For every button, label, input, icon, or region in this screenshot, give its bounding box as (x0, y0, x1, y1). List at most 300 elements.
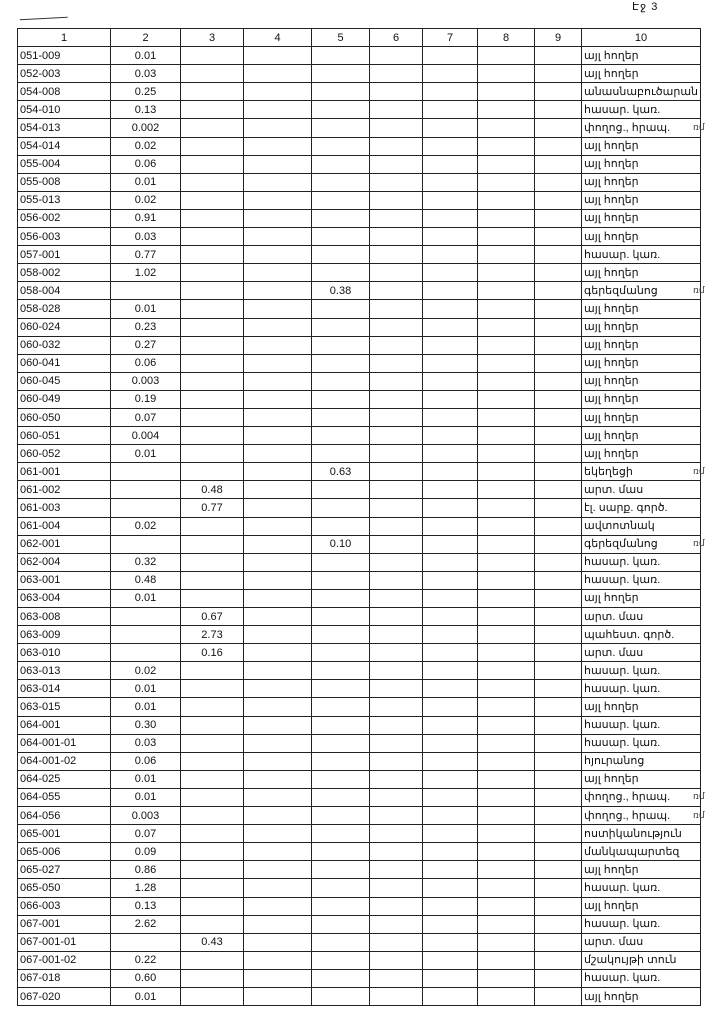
col-3-value-cell (181, 825, 244, 843)
col-9-value-cell (535, 318, 582, 336)
col-8-value-cell (478, 933, 535, 951)
col-4-value-cell (244, 173, 312, 191)
col-3-value-cell (181, 282, 244, 300)
col-2-value-cell: 0.22 (111, 951, 181, 969)
col-7-value-cell (423, 119, 478, 137)
land-use-note-cell: այլ հողեր (582, 408, 701, 426)
col-2-value-cell: 0.86 (111, 861, 181, 879)
col-5-value-cell: 0.10 (312, 535, 370, 553)
col-2-value-cell: 0.003 (111, 807, 181, 825)
col-3-value-cell (181, 173, 244, 191)
table-row (18, 788, 701, 806)
table-row (18, 807, 701, 825)
cadastral-code-cell: 060-051 (18, 427, 111, 445)
col-2-value-cell: 0.01 (111, 47, 181, 65)
land-use-note-cell: այլ հողեր (582, 209, 701, 227)
col-3-value-cell (181, 83, 244, 101)
col-9-value-cell (535, 861, 582, 879)
cadastral-code-cell: 060-050 (18, 408, 111, 426)
col-7-value-cell (423, 499, 478, 517)
land-use-note-cell: այլ հողեր (582, 336, 701, 354)
col-7-value-cell (423, 680, 478, 698)
col-9-value-cell (535, 65, 582, 83)
col-2-value-cell: 0.06 (111, 155, 181, 173)
col-5-value-cell (312, 825, 370, 843)
land-use-note-cell: այլ հողեր (582, 137, 701, 155)
col-7-value-cell (423, 463, 478, 481)
col-4-value-cell (244, 969, 312, 987)
col-2-value-cell (111, 499, 181, 517)
col-5-value-cell (312, 354, 370, 372)
col-4-value-cell (244, 770, 312, 788)
col-8-value-cell (478, 408, 535, 426)
col-7-value-cell (423, 354, 478, 372)
col-8-value-cell (478, 969, 535, 987)
col-9-value-cell (535, 408, 582, 426)
col-2-value-cell: 0.07 (111, 825, 181, 843)
col-5-value-cell (312, 716, 370, 734)
col-9-value-cell (535, 47, 582, 65)
col-6-value-cell (370, 933, 423, 951)
col-3-value-cell (181, 680, 244, 698)
land-use-note-cell: հասար. կառ. (582, 969, 701, 987)
margin-annotation: ռմ (693, 284, 705, 295)
margin-annotation: ռմ (693, 538, 705, 549)
col-7-value-cell (423, 83, 478, 101)
col-6-value-cell (370, 137, 423, 155)
col-6-value-cell (370, 553, 423, 571)
land-register-table (17, 28, 701, 1006)
col-5-value-cell (312, 969, 370, 987)
col-8-value-cell (478, 390, 535, 408)
col-2-value-cell (111, 481, 181, 499)
col-5-value-cell (312, 644, 370, 662)
col-4-value-cell (244, 83, 312, 101)
col-3-value-cell (181, 300, 244, 318)
col-4-value-cell (244, 680, 312, 698)
col-3-value-cell (181, 65, 244, 83)
col-6-value-cell (370, 517, 423, 535)
cadastral-code-cell: 063-014 (18, 680, 111, 698)
col-7-value-cell (423, 933, 478, 951)
col-6-value-cell (370, 644, 423, 662)
col-9-value-cell (535, 969, 582, 987)
col-8-value-cell (478, 879, 535, 897)
col-6-value-cell (370, 427, 423, 445)
cadastral-code-cell: 058-004 (18, 282, 111, 300)
col-6-value-cell (370, 408, 423, 426)
col-3-value-cell (181, 318, 244, 336)
col-4-value-cell (244, 372, 312, 390)
col-9-value-cell (535, 825, 582, 843)
col-2-value-cell (111, 933, 181, 951)
col-8-value-cell (478, 589, 535, 607)
col-2-value-cell: 0.06 (111, 354, 181, 372)
col-8-value-cell (478, 354, 535, 372)
col-7-value-cell (423, 608, 478, 626)
land-use-note-cell: հյուրանոց (582, 752, 701, 770)
table-row (18, 318, 701, 336)
land-use-note-cell: հասար. կառ. (582, 246, 701, 264)
col-8-value-cell (478, 228, 535, 246)
cadastral-code-cell: 054-014 (18, 137, 111, 155)
land-use-note-cell: հասար. կառ. (582, 101, 701, 119)
col-2-value-cell: 0.32 (111, 553, 181, 571)
col-6-value-cell (370, 47, 423, 65)
col-6-value-cell (370, 83, 423, 101)
col-2-value-cell: 2.62 (111, 915, 181, 933)
col-9-value-cell (535, 228, 582, 246)
table-row (18, 228, 701, 246)
col-4-value-cell (244, 65, 312, 83)
col-4-value-cell (244, 807, 312, 825)
col-7-value-cell (423, 752, 478, 770)
table-row (18, 626, 701, 644)
col-8-value-cell (478, 173, 535, 191)
col-3-value-cell (181, 408, 244, 426)
col-9-value-cell (535, 336, 582, 354)
cadastral-code-cell: 060-045 (18, 372, 111, 390)
col-5-value-cell (312, 101, 370, 119)
cadastral-code-cell: 060-032 (18, 336, 111, 354)
land-use-note-cell: այլ հողեր (582, 698, 701, 716)
col-4-value-cell (244, 191, 312, 209)
table-row (18, 427, 701, 445)
col-2-value-cell: 0.004 (111, 427, 181, 445)
col-5-value-cell (312, 861, 370, 879)
col-4-value-cell (244, 915, 312, 933)
col-7-value-cell (423, 897, 478, 915)
col-2-value-cell: 0.01 (111, 300, 181, 318)
col-2-value-cell: 0.03 (111, 734, 181, 752)
col-2-value-cell (111, 626, 181, 644)
col-8-value-cell (478, 807, 535, 825)
table-row (18, 915, 701, 933)
table-row (18, 879, 701, 897)
cadastral-code-cell: 058-002 (18, 264, 111, 282)
col-6-value-cell (370, 969, 423, 987)
col-7-value-cell (423, 427, 478, 445)
table-row (18, 843, 701, 861)
col-3-value-cell (181, 463, 244, 481)
col-6-value-cell (370, 191, 423, 209)
col-8-value-cell (478, 372, 535, 390)
col-4-value-cell (244, 101, 312, 119)
col-9-value-cell (535, 987, 582, 1005)
col-7-value-cell (423, 589, 478, 607)
column-header: 3 (181, 29, 244, 47)
col-7-value-cell (423, 300, 478, 318)
col-3-value-cell (181, 788, 244, 806)
cadastral-code-cell: 067-020 (18, 987, 111, 1005)
col-5-value-cell (312, 843, 370, 861)
cadastral-code-cell: 063-009 (18, 626, 111, 644)
col-3-value-cell (181, 517, 244, 535)
col-2-value-cell: 0.13 (111, 897, 181, 915)
col-8-value-cell (478, 264, 535, 282)
col-2-value-cell: 0.13 (111, 101, 181, 119)
col-3-value-cell: 0.77 (181, 499, 244, 517)
cadastral-code-cell: 067-001 (18, 915, 111, 933)
col-4-value-cell (244, 427, 312, 445)
table-row (18, 191, 701, 209)
col-2-value-cell: 0.01 (111, 770, 181, 788)
col-2-value-cell: 0.07 (111, 408, 181, 426)
land-use-note-cell: այլ հողեր (582, 770, 701, 788)
land-use-note-cell: փողոց., հրապ. (582, 119, 701, 137)
col-6-value-cell (370, 698, 423, 716)
col-2-value-cell: 0.77 (111, 246, 181, 264)
col-5-value-cell (312, 481, 370, 499)
col-6-value-cell (370, 481, 423, 499)
col-5-value-cell (312, 752, 370, 770)
table-row (18, 698, 701, 716)
cadastral-code-cell: 061-002 (18, 481, 111, 499)
table-row (18, 119, 701, 137)
cadastral-code-cell: 064-056 (18, 807, 111, 825)
col-9-value-cell (535, 879, 582, 897)
col-8-value-cell (478, 155, 535, 173)
col-9-value-cell (535, 752, 582, 770)
col-4-value-cell (244, 119, 312, 137)
land-use-note-cell: արտ. մաս (582, 933, 701, 951)
col-6-value-cell (370, 445, 423, 463)
table-row (18, 499, 701, 517)
col-7-value-cell (423, 951, 478, 969)
col-3-value-cell (181, 47, 244, 65)
col-9-value-cell (535, 933, 582, 951)
col-9-value-cell (535, 915, 582, 933)
col-3-value-cell (181, 716, 244, 734)
column-header: 4 (244, 29, 312, 47)
col-8-value-cell (478, 680, 535, 698)
col-6-value-cell (370, 843, 423, 861)
col-8-value-cell (478, 752, 535, 770)
col-3-value-cell: 0.43 (181, 933, 244, 951)
col-4-value-cell (244, 445, 312, 463)
col-5-value-cell (312, 318, 370, 336)
col-4-value-cell (244, 300, 312, 318)
col-6-value-cell (370, 264, 423, 282)
col-3-value-cell (181, 228, 244, 246)
cadastral-code-cell: 060-052 (18, 445, 111, 463)
col-9-value-cell (535, 589, 582, 607)
cadastral-code-cell: 063-015 (18, 698, 111, 716)
col-7-value-cell (423, 969, 478, 987)
col-9-value-cell (535, 571, 582, 589)
col-7-value-cell (423, 662, 478, 680)
col-3-value-cell: 0.67 (181, 608, 244, 626)
col-4-value-cell (244, 390, 312, 408)
col-7-value-cell (423, 264, 478, 282)
col-6-value-cell (370, 716, 423, 734)
col-3-value-cell (181, 445, 244, 463)
col-9-value-cell (535, 626, 582, 644)
cadastral-code-cell: 051-009 (18, 47, 111, 65)
col-4-value-cell (244, 752, 312, 770)
land-use-note-cell: այլ հողեր (582, 47, 701, 65)
column-header: 9 (535, 29, 582, 47)
col-9-value-cell (535, 807, 582, 825)
table-row (18, 463, 701, 481)
col-2-value-cell: 0.02 (111, 517, 181, 535)
col-4-value-cell (244, 318, 312, 336)
column-header: 7 (423, 29, 478, 47)
col-6-value-cell (370, 209, 423, 227)
col-6-value-cell (370, 571, 423, 589)
land-use-note-cell: այլ հողեր (582, 191, 701, 209)
land-use-note-cell: այլ հողեր (582, 897, 701, 915)
col-4-value-cell (244, 951, 312, 969)
col-2-value-cell: 0.03 (111, 228, 181, 246)
col-9-value-cell (535, 843, 582, 861)
col-6-value-cell (370, 879, 423, 897)
col-9-value-cell (535, 191, 582, 209)
page-number: Էջ 3 (632, 1, 659, 13)
col-4-value-cell (244, 716, 312, 734)
land-use-note-cell: փողոց., հրապ. (582, 807, 701, 825)
table-row (18, 101, 701, 119)
cadastral-code-cell: 064-001 (18, 716, 111, 734)
col-4-value-cell (244, 535, 312, 553)
col-2-value-cell: 0.01 (111, 788, 181, 806)
land-use-note-cell: այլ հողեր (582, 228, 701, 246)
col-7-value-cell (423, 788, 478, 806)
table-body (18, 47, 701, 1006)
table-row (18, 716, 701, 734)
col-4-value-cell (244, 644, 312, 662)
col-3-value-cell (181, 589, 244, 607)
col-3-value-cell (181, 155, 244, 173)
land-use-note-cell: հասար. կառ. (582, 680, 701, 698)
col-5-value-cell (312, 915, 370, 933)
col-5-value-cell (312, 517, 370, 535)
col-3-value-cell (181, 571, 244, 589)
col-9-value-cell (535, 897, 582, 915)
land-use-note-cell: այլ հողեր (582, 264, 701, 282)
table-row (18, 734, 701, 752)
cadastral-code-cell: 065-027 (18, 861, 111, 879)
land-use-note-cell: հասար. կառ. (582, 571, 701, 589)
col-6-value-cell (370, 752, 423, 770)
col-4-value-cell (244, 626, 312, 644)
land-use-note-cell: այլ հողեր (582, 390, 701, 408)
cadastral-code-cell: 063-008 (18, 608, 111, 626)
cadastral-code-cell: 063-010 (18, 644, 111, 662)
col-2-value-cell: 0.02 (111, 662, 181, 680)
land-use-note-cell: հասար. կառ. (582, 716, 701, 734)
land-use-note-cell: հասար. կառ. (582, 879, 701, 897)
cadastral-code-cell: 063-001 (18, 571, 111, 589)
land-use-note-cell: այլ հողեր (582, 300, 701, 318)
header-row (18, 29, 701, 47)
col-4-value-cell (244, 336, 312, 354)
col-4-value-cell (244, 879, 312, 897)
col-7-value-cell (423, 209, 478, 227)
col-3-value-cell (181, 137, 244, 155)
col-3-value-cell (181, 752, 244, 770)
cadastral-code-cell: 058-028 (18, 300, 111, 318)
col-8-value-cell (478, 137, 535, 155)
col-5-value-cell (312, 372, 370, 390)
col-9-value-cell (535, 354, 582, 372)
cadastral-code-cell: 055-013 (18, 191, 111, 209)
col-8-value-cell (478, 300, 535, 318)
col-3-value-cell (181, 372, 244, 390)
col-2-value-cell: 0.25 (111, 83, 181, 101)
table-row (18, 408, 701, 426)
col-9-value-cell (535, 716, 582, 734)
col-8-value-cell (478, 336, 535, 354)
col-2-value-cell: 0.27 (111, 336, 181, 354)
column-header: 8 (478, 29, 535, 47)
col-7-value-cell (423, 553, 478, 571)
col-3-value-cell (181, 535, 244, 553)
col-4-value-cell (244, 897, 312, 915)
col-5-value-cell (312, 571, 370, 589)
cadastral-code-cell: 055-004 (18, 155, 111, 173)
table-row (18, 137, 701, 155)
col-6-value-cell (370, 318, 423, 336)
land-use-note-cell: այլ հողեր (582, 861, 701, 879)
col-5-value-cell (312, 626, 370, 644)
col-4-value-cell (244, 354, 312, 372)
table-row (18, 445, 701, 463)
table-row (18, 83, 701, 101)
column-header: 6 (370, 29, 423, 47)
col-9-value-cell (535, 535, 582, 553)
col-4-value-cell (244, 282, 312, 300)
col-7-value-cell (423, 825, 478, 843)
col-4-value-cell (244, 662, 312, 680)
col-7-value-cell (423, 246, 478, 264)
col-5-value-cell (312, 608, 370, 626)
col-8-value-cell (478, 897, 535, 915)
col-5-value-cell (312, 83, 370, 101)
col-6-value-cell (370, 228, 423, 246)
col-8-value-cell (478, 788, 535, 806)
col-5-value-cell (312, 879, 370, 897)
land-use-note-cell: այլ հողեր (582, 155, 701, 173)
col-3-value-cell (181, 209, 244, 227)
col-2-value-cell: 0.30 (111, 716, 181, 734)
col-9-value-cell (535, 427, 582, 445)
col-5-value-cell (312, 788, 370, 806)
col-7-value-cell (423, 517, 478, 535)
land-use-note-cell: հասար. կառ. (582, 734, 701, 752)
col-9-value-cell (535, 553, 582, 571)
col-3-value-cell (181, 354, 244, 372)
col-3-value-cell (181, 770, 244, 788)
col-9-value-cell (535, 445, 582, 463)
land-use-note-cell: այլ հողեր (582, 372, 701, 390)
cadastral-code-cell: 055-008 (18, 173, 111, 191)
col-9-value-cell (535, 680, 582, 698)
col-9-value-cell (535, 119, 582, 137)
cadastral-code-cell: 067-001-02 (18, 951, 111, 969)
col-5-value-cell (312, 119, 370, 137)
land-use-note-cell: հասար. կառ. (582, 662, 701, 680)
col-3-value-cell (181, 951, 244, 969)
col-8-value-cell (478, 427, 535, 445)
col-6-value-cell (370, 987, 423, 1005)
col-9-value-cell (535, 372, 582, 390)
col-5-value-cell (312, 264, 370, 282)
col-2-value-cell: 1.28 (111, 879, 181, 897)
col-5-value-cell (312, 228, 370, 246)
land-use-note-cell: անասնաբուծարան (582, 83, 701, 101)
col-2-value-cell: 0.01 (111, 173, 181, 191)
